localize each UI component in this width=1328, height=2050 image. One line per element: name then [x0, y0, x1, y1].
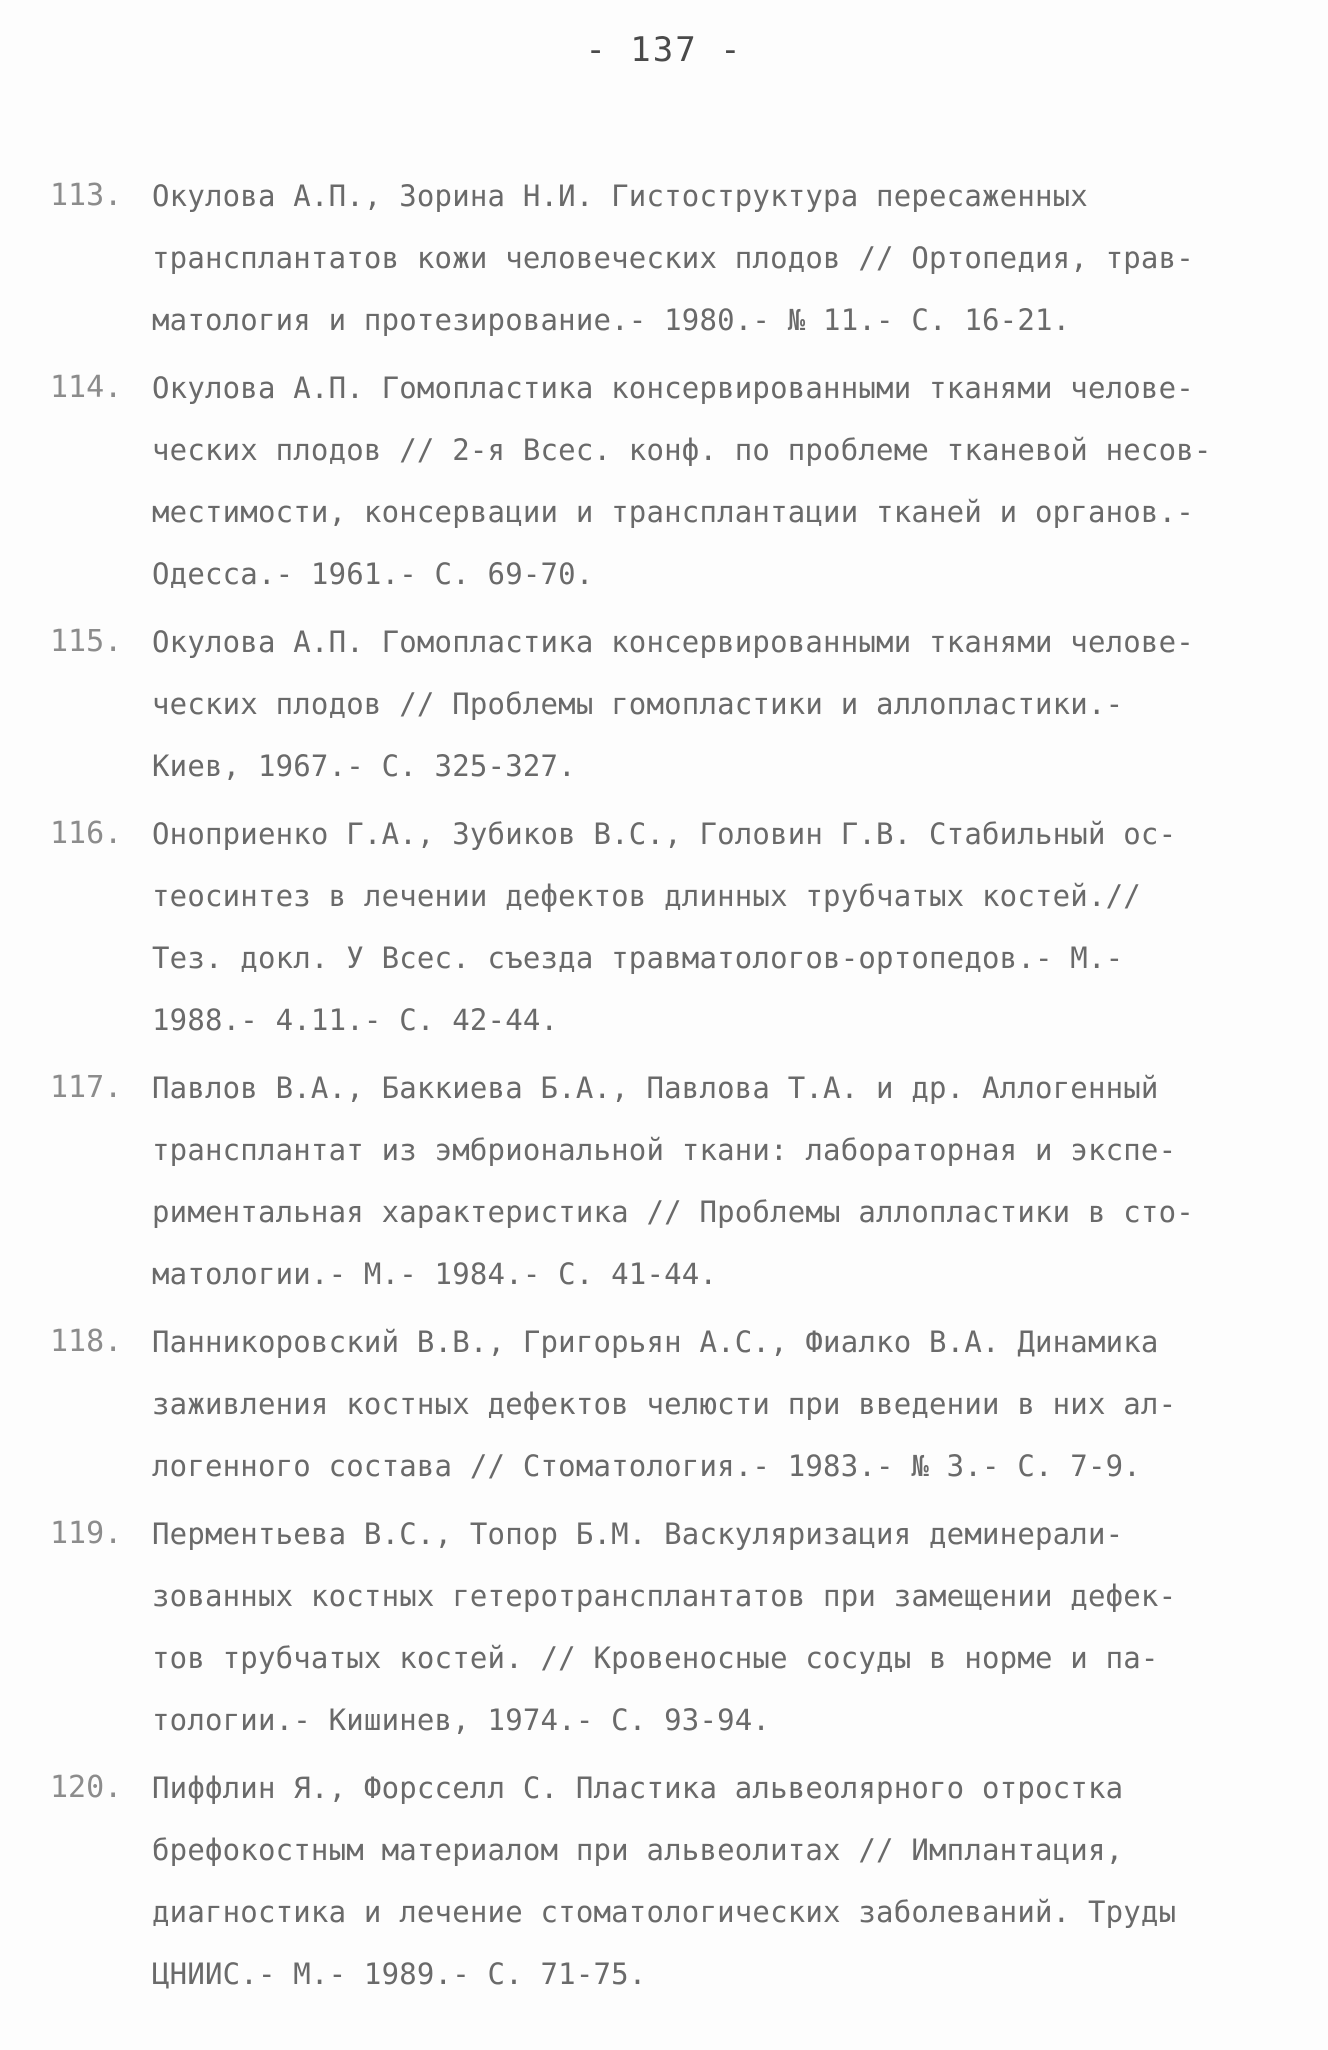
reference-line: Киев, 1967.- С. 325-327. — [152, 749, 576, 783]
reference-number: 114. — [50, 370, 123, 405]
reference-line: Окулова А.П., Зорина Н.И. Гистоструктура пересаженных — [152, 179, 1088, 213]
reference-line: теосинтез в лечении дефектов длинных трубчатых костей.// — [152, 879, 1141, 913]
reference-item — [40, 803, 1270, 1051]
reference-line: Оноприенко Г.А., Зубиков В.С., Головин Г.В. Стабильный ос- — [152, 817, 1177, 851]
reference-number: 116. — [50, 816, 123, 851]
reference-item — [40, 1311, 1270, 1497]
reference-number: 118. — [50, 1324, 123, 1359]
reference-line: ческих плодов // Проблемы гомопластики и аллопластики.- — [152, 687, 1124, 721]
reference-line: Панникоровский В.В., Григорьян А.С., Фиалко В.А. Динамика — [152, 1325, 1159, 1359]
reference-line: Перментьева В.С., Топор Б.М. Васкуляризация деминерали- — [152, 1517, 1124, 1551]
reference-line: Окулова А.П. Гомопластика консервированными тканями челове- — [152, 371, 1194, 405]
reference-line: Павлов В.А., Баккиева Б.А., Павлова Т.А. и др. Аллогенный — [152, 1071, 1159, 1105]
reference-item — [40, 611, 1270, 797]
reference-item — [40, 1757, 1270, 2005]
reference-list — [40, 165, 1270, 2011]
reference-line: Окулова А.П. Гомопластика консервированными тканями челове- — [152, 625, 1194, 659]
reference-line: трансплантатов кожи человеческих плодов // Ортопедия, трав- — [152, 241, 1194, 275]
page-number: - 137 - — [585, 30, 743, 70]
reference-line: тов трубчатых костей. // Кровеносные сосуды в норме и па- — [152, 1641, 1159, 1675]
reference-line: ческих плодов // 2-я Всес. конф. по проблеме тканевой несов- — [152, 433, 1212, 467]
reference-number: 113. — [50, 178, 123, 213]
reference-item — [40, 1057, 1270, 1305]
reference-line: ЦНИИС.- М.- 1989.- С. 71-75. — [152, 1957, 647, 1991]
reference-line: местимости, консервации и трансплантации тканей и органов.- — [152, 495, 1194, 529]
reference-line: заживления костных дефектов челюсти при введении в них ал- — [152, 1387, 1177, 1421]
reference-line: матология и протезирование.- 1980.- № 11.- С. 16-21. — [152, 303, 1071, 337]
reference-number: 119. — [50, 1516, 123, 1551]
reference-line: Одесса.- 1961.- С. 69-70. — [152, 557, 594, 591]
reference-number: 117. — [50, 1070, 123, 1105]
reference-line: диагностика и лечение стоматологических заболеваний. Труды — [152, 1895, 1177, 1929]
reference-number: 120. — [50, 1770, 123, 1805]
reference-line: риментальная характеристика // Проблемы аллопластики в сто- — [152, 1195, 1194, 1229]
reference-item — [40, 357, 1270, 605]
reference-line: матологии.- М.- 1984.- С. 41-44. — [152, 1257, 718, 1291]
reference-line: Тез. докл. У Всес. съезда травматологов-ортопедов.- М.- — [152, 941, 1124, 975]
reference-item — [40, 1503, 1270, 1751]
reference-item — [40, 165, 1270, 351]
reference-line: брефокостным материалом при альвеолитах // Имплантация, — [152, 1833, 1124, 1867]
reference-line: логенного состава // Стоматология.- 1983.- № 3.- С. 7-9. — [152, 1449, 1141, 1483]
reference-line: 1988.- 4.11.- С. 42-44. — [152, 1003, 559, 1037]
reference-line: тологии.- Кишинев, 1974.- С. 93-94. — [152, 1703, 771, 1737]
reference-line: Пиффлин Я., Форсселл С. Пластика альвеолярного отростка — [152, 1771, 1124, 1805]
reference-line: зованных костных гетеротрансплантатов при замещении дефек- — [152, 1579, 1177, 1613]
reference-number: 115. — [50, 624, 123, 659]
reference-line: трансплантат из эмбриональной ткани: лабораторная и экспе- — [152, 1133, 1177, 1167]
